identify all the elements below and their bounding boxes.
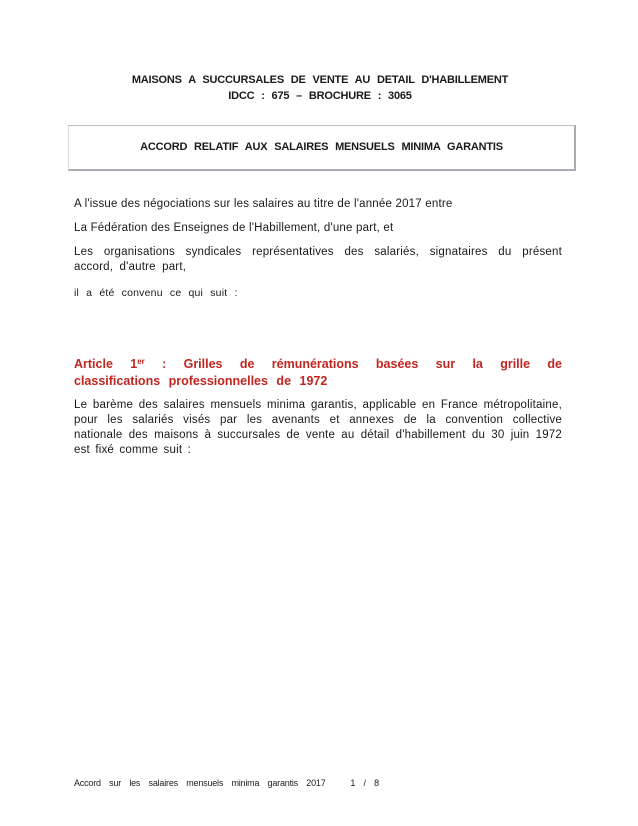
- document-header: [60, 72, 580, 104]
- paragraph-agreed: il a été convenu ce qui suit :: [74, 287, 238, 299]
- article-prefix: Article 1: [74, 357, 138, 371]
- footer-text: Accord sur les salaires mensuels minima garantis 2017: [74, 778, 326, 788]
- article-1-heading: [74, 353, 562, 390]
- article-1-text: Le barème des salaires mensuels minima garantis, applicable en France métropolitaine, pour les salariés visés par les avenants et annexes de la convention collective nationale des maisons à succursales de vente au détail d'habillement du 30 juin 1972 est fixé comme suit :: [74, 399, 562, 456]
- article-title: : Grilles de rémunérations basées sur la grille de classifications professionnelles de 1972: [74, 357, 562, 388]
- article-ordinal-suffix: er: [137, 357, 145, 366]
- header-line-2: IDCC : 675 – BROCHURE : 3065: [228, 90, 412, 102]
- paragraph-intro: A l'issue des négociations sur les salaires au titre de l'année 2017 entre: [74, 198, 453, 210]
- page-footer: [74, 778, 379, 788]
- accord-title-box: [68, 125, 576, 171]
- accord-title: ACCORD RELATIF AUX SALAIRES MENSUELS MINIMA GARANTIS: [140, 141, 503, 153]
- paragraph-federation: La Fédération des Enseignes de l'Habillement, d'une part, et: [74, 222, 394, 234]
- page-number: 1 / 8: [350, 778, 379, 788]
- paragraph-unions: Les organisations syndicales représentatives des salariés, signataires du présent accord, d'autre part,: [74, 246, 562, 273]
- header-line-1: MAISONS A SUCCURSALES DE VENTE AU DETAIL D'HABILLEMENT: [131, 74, 509, 86]
